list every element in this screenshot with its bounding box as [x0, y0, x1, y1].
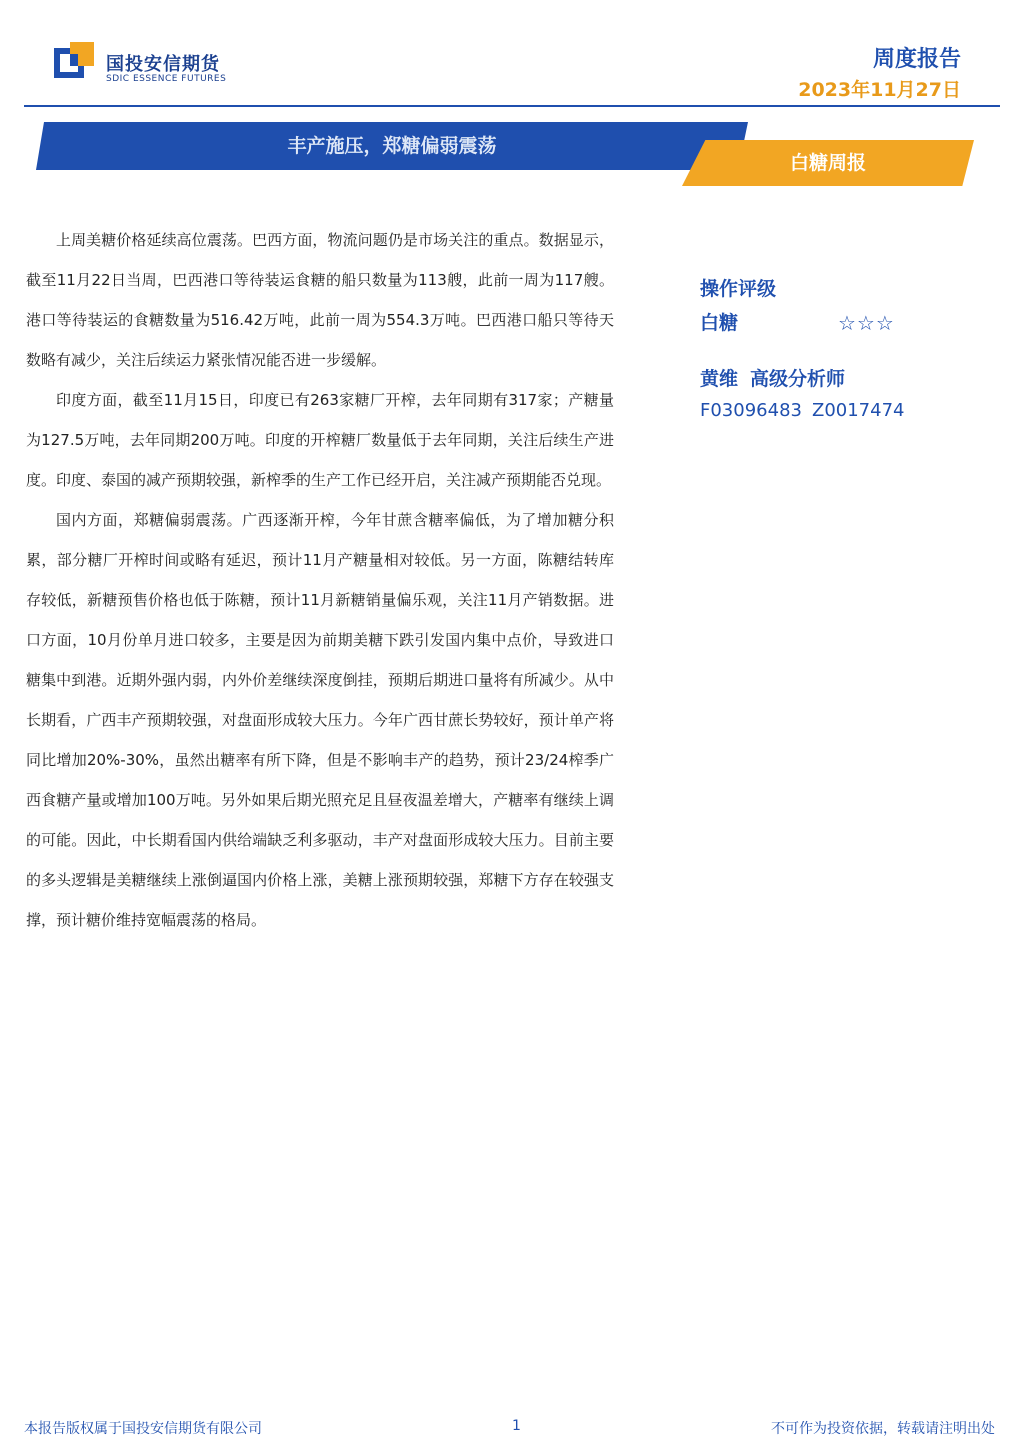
- paragraph-domestic: 国内方面，郑糖偏弱震荡。广西逐渐开榨，今年甘蔗含糖率偏低，为了增加糖分积累，部分糖厂开榨时间或略有延迟，预计11月产糖量相对较低。另一方面，陈糖结转库存较低，新糖预售价格也低于陈糖，预计11月新糖销量偏乐观，关注11月产销数据。进口方面，10月份单月进口较多，主要是因为前期美糖下跌引发国内集中点价，导致进口糖集中到港。近期外强内弱，内外价差继续深度倒挂，预期后期进口量将有所减少。从中长期看，广西丰产预期较强，对盘面形成较大压力。今年广西甘蔗长势较好，预计单产将同比增加20%-30%，虽然出糖率有所下降，但是不影响丰产的趋势，预计23/24榨季广西食糖产量或增加100万吨。另外如果后期光照充足且昼夜温差增大，产糖率有继续上调的可能。因此，中长期看国内供给端缺乏利多驱动，丰产对盘面形成较大压力。目前主要的多头逻辑是美糖继续上涨倒逼国内价格上涨，美糖上涨预期较强，郑糖下方存在较强支撑，预计糖价维持宽幅震荡的格局。: [26, 511, 614, 929]
- rating-commodity: 白糖: [700, 312, 739, 334]
- analyst: [700, 362, 960, 396]
- company-logo: [54, 42, 244, 92]
- footer-disclaimer: 不可作为投资依据，转载请注明出处: [771, 1421, 995, 1437]
- rating-heading: 操作评级: [700, 278, 777, 300]
- paragraph-brazil: 上周美糖价格延续高位震荡。巴西方面，物流问题仍是市场关注的重点。数据显示，截至11月22日当周，巴西港口等待装运食糖的船只数量为113艘，此前一周为117艘。港口等待装运的食糖数量为516.42万吨，此前一周为554.3万吨。巴西港口船只等待天数略有减少，关注后续运力紧张情况能否进一步缓解。: [26, 231, 614, 369]
- sidebar: [700, 272, 960, 426]
- report-title: 丰产施压，郑糖偏弱震荡: [287, 135, 497, 157]
- analyst-name: 黄维: [700, 368, 739, 390]
- logo-icon: [54, 42, 98, 86]
- page-number: 1: [512, 1418, 521, 1434]
- report-subtitle: 白糖周报: [789, 152, 866, 174]
- footer-copyright: 本报告版权属于国投安信期货有限公司: [24, 1421, 262, 1437]
- analyst-role: 高级分析师: [750, 368, 846, 390]
- qualification-code: F03096483: [700, 400, 802, 421]
- paragraph-india: 印度方面，截至11月15日，印度已有263家糖厂开榨，去年同期有317家；产糖量为127.5万吨，去年同期200万吨。印度的开榨糖厂数量低于去年同期，关注后续生产进度。印度、泰国的减产预期较强，新榨季的生产工作已经开启，关注减产预期能否兑现。: [26, 391, 614, 489]
- consulting-code: Z0017474: [811, 400, 905, 421]
- analyst-codes: [700, 396, 960, 426]
- report-body: [26, 220, 614, 940]
- header-divider: [24, 105, 1000, 107]
- report-date: 2023年11月27日: [798, 79, 961, 101]
- logo-name-en: SDIC ESSENCE FUTURES: [106, 74, 227, 84]
- logo-name-cn: 国投安信期货: [106, 54, 220, 75]
- report-type: 周度报告: [872, 47, 961, 72]
- rating-row: [700, 306, 960, 340]
- rating-stars-icon: ☆☆☆: [838, 311, 895, 335]
